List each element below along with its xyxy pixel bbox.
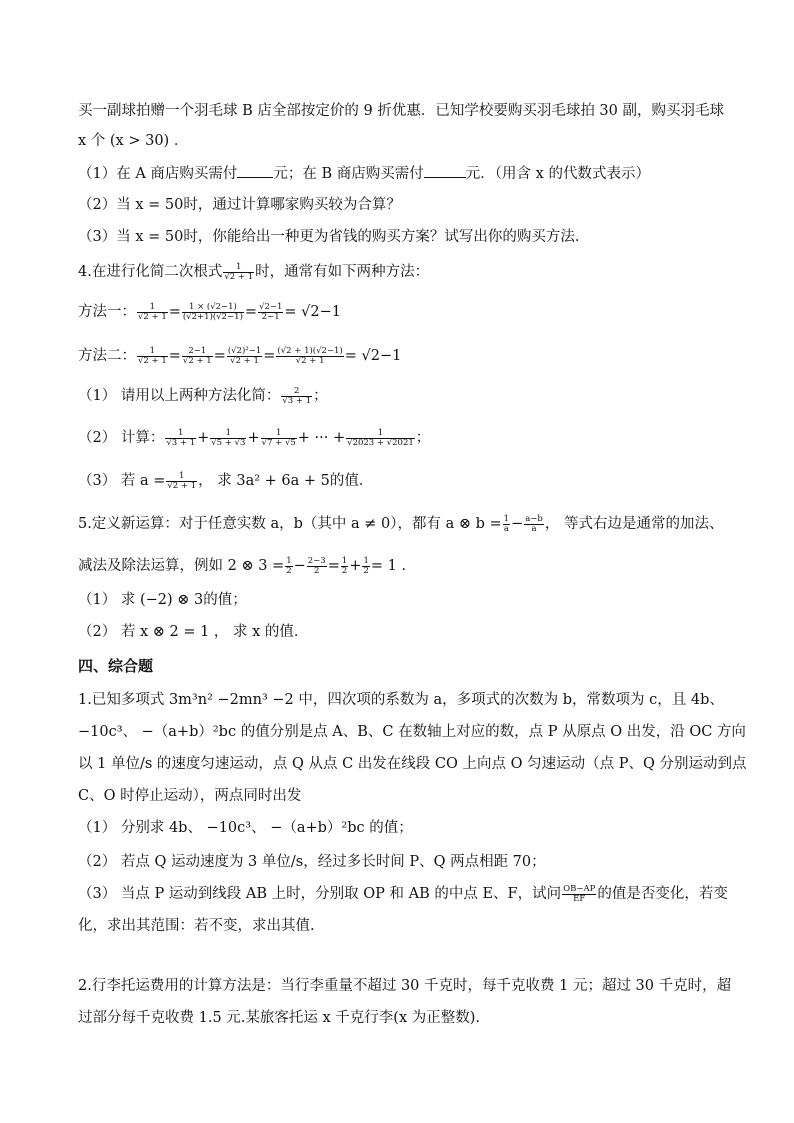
answer-blank[interactable] bbox=[237, 163, 273, 178]
problem-4-intro: 4.在进行化简二次根式 $\frac{1}{√2 + 1}$ 时，通常有如下两种方法： bbox=[78, 261, 430, 282]
text-line: （2）当 x = 50时，通过计算哪家购买较为合算？ bbox=[78, 197, 401, 213]
text-line: 1.已知多项式 3m³n² −2mn³ −2 中，四次项的系数为 a，多项式的次数为 b，常数项为 c，且 4b、 bbox=[78, 692, 724, 708]
fraction: $\frac{2}{√3 + 1}$ bbox=[282, 385, 312, 406]
method-two: 方法二： $\frac{1}{√2 + 1}$ = $\frac{2-1}{√2 + 1}$ = $\frac{\text{(√2)²−1}}{√2 + 1}$ = $\frac{(√2 + 1)(√2-1)}{√2 + 1}$ = √2−1 bbox=[78, 345, 402, 366]
fraction: $\frac{1}{√7 + √5}$ bbox=[261, 427, 296, 448]
fraction: $\frac{1}{√2 + 1}$ bbox=[167, 470, 197, 491]
text-line: C、O 时停止运动），两点同时出发 bbox=[78, 788, 302, 804]
question-4-2: （2） 计算： $\frac{1}{√3 + 1}$ + $\frac{1}{√5 + √3}$ + $\frac{1}{√7 + √5}$ + ··· + $\frac{1}{√2023 + √2021}$ ； bbox=[78, 427, 431, 448]
section-heading: 四、综合题 bbox=[78, 657, 154, 675]
method-one: 方法一： $\frac{1}{√2 + 1}$ = $\frac{1 \times (√2-1)}{(√2+1)(√2-1)}$ = $\frac{√2-1}{2-1}$ = √2−1 bbox=[78, 301, 342, 322]
question-a-1: （1）在 A 商店购买需付 元；在 B 商店购买需付 元．（用含 x 的代数式表示） bbox=[78, 163, 754, 184]
fraction: $\frac{2-3}{2}$ bbox=[307, 555, 326, 576]
text-line: 化，求出其范围：若不变，求出其值. bbox=[78, 918, 315, 934]
text-line: x 个 (x > 30) ． bbox=[78, 133, 189, 149]
fraction: $\frac{1}{2}$ bbox=[363, 555, 369, 576]
text-line: −10c³、 −（a+b）²bc 的值分别是点 A、B、C 在数轴上对应的数，点 P 从原点 O 出发，沿 OC 方向 bbox=[78, 724, 746, 740]
question-4-3: （3） 若 a = $\frac{1}{√2 + 1}$ ， 求 3a² + 6a + 5的值． bbox=[78, 470, 374, 491]
fraction: $\frac{OB-AP}{EF}$ bbox=[563, 883, 596, 904]
fraction: $\frac{1}{√2023 + √2021}$ bbox=[347, 427, 414, 448]
fraction: $\frac{1}{√2 + 1}$ bbox=[138, 301, 167, 322]
text-line: 买一副球拍赠一个羽毛球 B 店全部按定价的 9 折优惠．已知学校要购买羽毛球拍 30 副，购买羽毛球 bbox=[78, 103, 724, 119]
text-line: 2.行李托运费用的计算方法是：当行李重量不超过 30 千克时，每千克收费 1 元；超过 30 千克时，超 bbox=[78, 978, 732, 994]
text-line: （1） 分别求 4b、 −10c³、 −（a+b）²bc 的值； bbox=[78, 820, 413, 836]
fraction: $\frac{1 \times (√2-1)}{(√2+1)(√2-1)}$ bbox=[182, 301, 243, 322]
fraction: $\frac{2-1}{√2 + 1}$ bbox=[182, 345, 212, 366]
text-line: （2） 若点 Q 运动速度为 3 单位/s，经过多长时间 P、Q 两点相距 70； bbox=[78, 854, 546, 870]
text-line: 过部分每千克收费 1.5 元.某旅客托运 x 千克行李(x 为正整数). bbox=[78, 1010, 480, 1026]
fraction: $\frac{1}{√2 + 1}$ bbox=[138, 345, 167, 366]
text-line: （2） 若 x ⊗ 2 = 1 ， 求 x 的值． bbox=[78, 624, 309, 640]
fraction: $\frac{1}{a}$ bbox=[503, 513, 510, 534]
fraction: $\frac{1}{2}$ bbox=[341, 555, 348, 576]
fraction: $\frac{(√2 + 1)(√2-1)}{√2 + 1}$ bbox=[277, 345, 343, 366]
problem-5-example: 减法及除法运算，例如 2 ⊗ 3 = $\frac{1}{2}$ − $\frac{2-3}{2}$ = $\frac{1}{2}$ + $\frac{1}{2}$ = 1 ． bbox=[78, 555, 416, 576]
fraction: $\frac{1}{√3 + 1}$ bbox=[166, 427, 196, 448]
question-3: （3） 当点 P 运动到线段 AB 上时，分别取 OP 和 AB 的中点 E、F，试问 $\frac{OB-AP}{EF}$ 的值是否变化，若变 bbox=[78, 883, 728, 904]
answer-blank[interactable] bbox=[424, 163, 466, 178]
fraction: $\frac{1}{2}$ bbox=[286, 555, 292, 576]
fraction: $\frac{√2-1}{2-1}$ bbox=[259, 301, 283, 322]
fraction: $\frac{1}{√5 + √3}$ bbox=[211, 427, 246, 448]
problem-5-intro: 5.定义新运算：对于任意实数 a，b（其中 a ≠ 0），都有 a ⊗ b = $\frac{1}{a}$ − $\frac{a-b}{a}$ ， 等式右边是通常的加法、 bbox=[78, 513, 724, 534]
fraction: $\frac{1}{√2 + 1}$ bbox=[224, 261, 254, 282]
fraction: $\frac{\text{(√2)²−1}}{√2 + 1}$ bbox=[227, 345, 262, 366]
text-line: （3）当 x = 50时，你能给出一种更为省钱的购买方案？试写出你的购买方法． bbox=[78, 229, 590, 245]
fraction: $\frac{a-b}{a}$ bbox=[525, 513, 543, 534]
text-line: （1） 求 (−2) ⊗ 3的值； bbox=[78, 592, 247, 608]
question-4-1: （1） 请用以上两种方法化简： $\frac{2}{√3 + 1}$ ； bbox=[78, 385, 328, 406]
text-line: 以 1 单位/s 的速度匀速运动，点 Q 从点 C 出发在线段 CO 上向点 O 匀速运动（点 P、Q 分别运动到点 bbox=[78, 756, 747, 772]
